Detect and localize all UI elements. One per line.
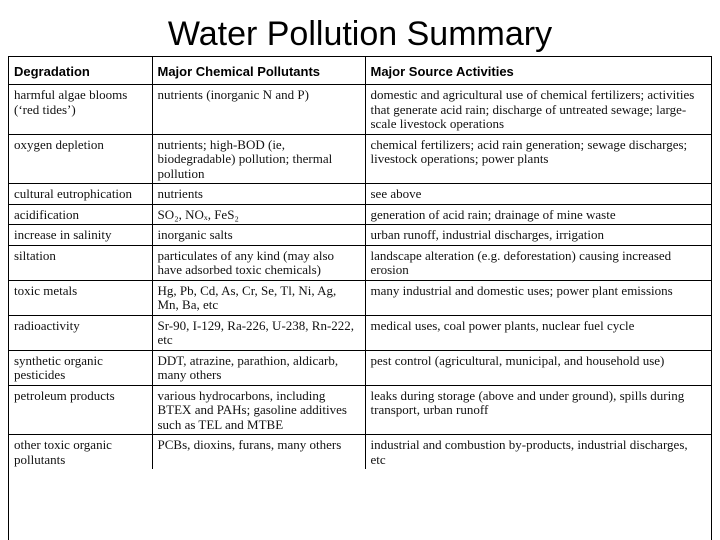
table-row: [9, 350, 711, 385]
cell-degradation: radioactivity: [9, 315, 152, 350]
cell-degradation: harmful algae blooms (‘red tides’): [9, 85, 152, 135]
cell-sources: leaks during storage (above and under ground), spills during transport, urban runoff: [365, 385, 711, 435]
cell-sources: landscape alteration (e.g. deforestation) causing increased erosion: [365, 245, 711, 280]
cell-pollutants: nutrients (inorganic N and P): [152, 85, 365, 135]
pollution-table-container: [8, 56, 712, 540]
header-sources: Major Source Activities: [365, 57, 711, 85]
cell-sources: domestic and agricultural use of chemical fertilizers; activities that generate acid rain; discharge of untreated sewage; large-scale livestock operations: [365, 85, 711, 135]
table-row: [9, 204, 711, 225]
cell-degradation: oxygen depletion: [9, 134, 152, 184]
cell-sources: generation of acid rain; drainage of mine waste: [365, 204, 711, 225]
cell-degradation: cultural eutrophication: [9, 184, 152, 205]
table-body: [9, 85, 711, 470]
cell-pollutants: nutrients; high-BOD (ie, biodegradable) pollution; thermal pollution: [152, 134, 365, 184]
pollution-table: [9, 57, 711, 469]
cell-degradation: acidification: [9, 204, 152, 225]
cell-pollutants: SO₂, NOₓ, FeS₂: [152, 204, 365, 225]
cell-pollutants: particulates of any kind (may also have adsorbed toxic chemicals): [152, 245, 365, 280]
table-row: [9, 435, 711, 470]
slide-title: Water Pollution Summary: [167, 15, 553, 53]
cell-sources: many industrial and domestic uses; power plant emissions: [365, 280, 711, 315]
cell-sources: see above: [365, 184, 711, 205]
table-header-row: [9, 57, 711, 85]
table-row: [9, 315, 711, 350]
cell-degradation: toxic metals: [9, 280, 152, 315]
table-row: [9, 385, 711, 435]
cell-pollutants: PCBs, dioxins, furans, many others: [152, 435, 365, 470]
table-row: [9, 184, 711, 205]
cell-pollutants: Sr-90, I-129, Ra-226, U-238, Rn-222, etc: [152, 315, 365, 350]
cell-pollutants: various hydrocarbons, including BTEX and PAHs; gasoline additives such as TEL and MTBE: [152, 385, 365, 435]
cell-pollutants: inorganic salts: [152, 225, 365, 246]
cell-sources: medical uses, coal power plants, nuclear fuel cycle: [365, 315, 711, 350]
table-row: [9, 85, 711, 135]
cell-sources: pest control (agricultural, municipal, and household use): [365, 350, 711, 385]
cell-degradation: petroleum products: [9, 385, 152, 435]
cell-degradation: synthetic organic pesticides: [9, 350, 152, 385]
cell-degradation: increase in salinity: [9, 225, 152, 246]
table-row: [9, 245, 711, 280]
header-pollutants: Major Chemical Pollutants: [152, 57, 365, 85]
cell-degradation: other toxic organic pollutants: [9, 435, 152, 470]
cell-degradation: siltation: [9, 245, 152, 280]
cell-pollutants: Hg, Pb, Cd, As, Cr, Se, Tl, Ni, Ag, Mn, Ba, etc: [152, 280, 365, 315]
cell-pollutants: DDT, atrazine, parathion, aldicarb, many others: [152, 350, 365, 385]
table-row: [9, 134, 711, 184]
cell-sources: chemical fertilizers; acid rain generation; sewage discharges; livestock operations; power plants: [365, 134, 711, 184]
cell-sources: urban runoff, industrial discharges, irrigation: [365, 225, 711, 246]
table-row: [9, 280, 711, 315]
header-degradation: Degradation: [9, 57, 152, 85]
cell-pollutants: nutrients: [152, 184, 365, 205]
cell-sources: industrial and combustion by-products, industrial discharges, etc: [370, 437, 688, 467]
table-row: [9, 225, 711, 246]
